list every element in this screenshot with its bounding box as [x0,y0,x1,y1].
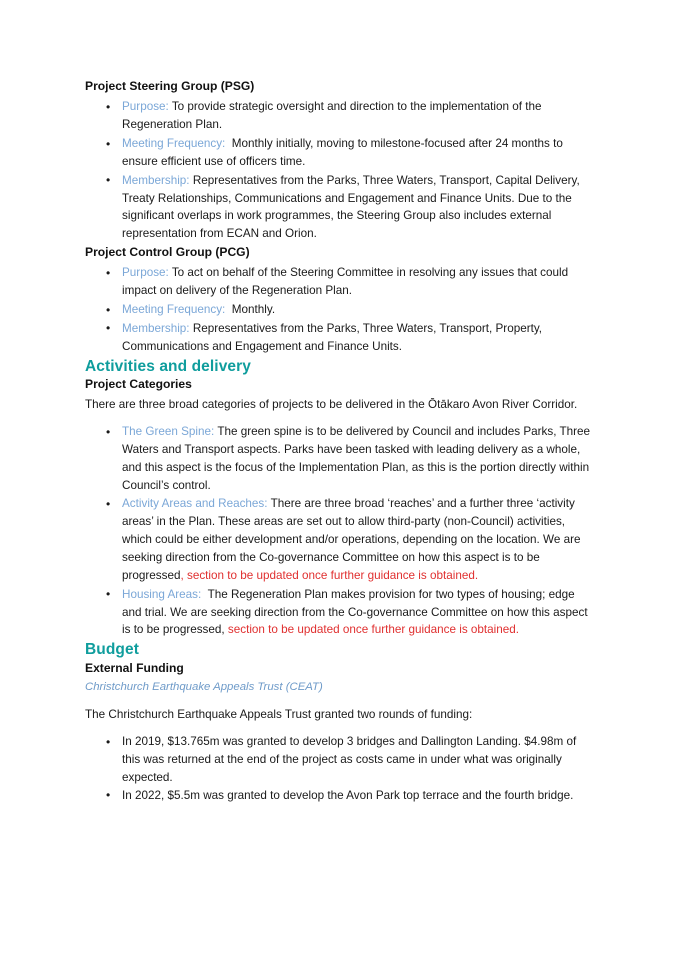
bullet-label: Housing Areas: [122,587,202,601]
bullet-text: In 2019, $13.765m was granted to develop 3 bridges and Dallington Landing. $4.98m of this was returned at the end of the project as costs came in under what was originally expected. [122,735,577,784]
bullet-label: Activity Areas and Reaches: [122,497,268,511]
project-categories-intro: There are three broad categories of projects to be delivered in the Ōtākaro Avon River Corridor. [85,398,578,412]
list-item [85,787,595,805]
heading-budget: Budget [85,641,139,659]
bullet-text: There are three broad ‘reaches’ and a further three ‘activity areas’ in the Plan. These areas are set out to allow third-party (non-Council) activities, which could be either development and/or operations, depending on the location. We are seeking direction from the Co-governance Committee on how this aspect is to be progressed [122,497,581,582]
ceat-intro-paragraph: The Christchurch Earthquake Appeals Trust granted two rounds of funding: [85,708,473,722]
list-item [85,495,595,584]
bullet-text: Representatives from the Parks, Three Waters, Transport, Capital Delivery, Treaty Relationships, Communications and Engagement and Finance Units. Due to the significant overlaps in work programmes, the Steering Group also includes external representation from ECAN and Orion. [122,173,580,241]
funding-bullet-list [85,733,595,804]
bullet-label: Meeting Frequency: [122,137,226,150]
project-categories-bullet-list [85,423,595,639]
psg-bullet-list [85,98,595,243]
bullet-text: The green spine is to be delivered by Council and includes Parks, Three Waters and Transport aspects. Parks have been tasked with leading delivery as a whole, and this aspect is the focus of the Implementation Plan, as this is the portion directly within Council’s control. [122,425,591,492]
list-item [85,320,595,356]
bullet-text: In 2022, $5.5m was granted to develop the Avon Park top terrace and the fourth bridge. [122,788,574,802]
bullet-annotation: , section to be updated once further guidance is obtained. [180,568,479,582]
document-body [85,78,595,804]
heading-project-control-group: Project Control Group (PCG) [85,245,250,260]
bullet-label: The Green Spine: [122,425,215,439]
bullet-text: Monthly. [231,303,276,317]
bullet-text: Monthly initially, moving to milestone-focused after 24 months to ensure efficient use of officers time. [122,137,563,168]
bullet-label: Meeting Frequency: [122,303,226,317]
list-item [85,586,595,640]
bullet-text: Representatives from the Parks, Three Waters, Transport, Property, Communications and Engagement and Finance Units. [122,321,543,353]
bullet-text: To act on behalf of the Steering Committee in resolving any issues that could impact on delivery of the Regeneration Plan. [122,266,569,298]
heading-external-funding: External Funding [85,660,184,675]
heading-activities-and-delivery: Activities and delivery [85,357,251,375]
pcg-bullet-list [85,264,595,355]
bullet-label: Purpose: [122,266,169,280]
list-item [85,301,595,319]
list-item [85,264,595,300]
list-item [85,172,595,243]
bullet-label: Membership: [122,173,190,187]
bullet-label: Purpose: [122,100,169,114]
list-item [85,135,595,171]
bullet-label: Membership: [122,321,190,335]
heading-ceat: Christchurch Earthquake Appeals Trust (CEAT) [85,680,323,693]
list-item [85,423,595,494]
list-item [85,98,595,134]
bullet-annotation: section to be updated once further guidance is obtained. [224,623,520,637]
bullet-text: To provide strategic oversight and direction to the implementation of the Regeneration Plan. [122,100,542,132]
list-item [85,733,595,787]
bullet-text: The Regeneration Plan makes provision for two types of housing; edge and trial. We are seeking direction from the Co-governance Committee on how this aspect is to be progressed, [122,587,588,637]
heading-project-steering-group: Project Steering Group (PSG) [85,79,255,93]
heading-project-categories: Project Categories [85,376,192,391]
